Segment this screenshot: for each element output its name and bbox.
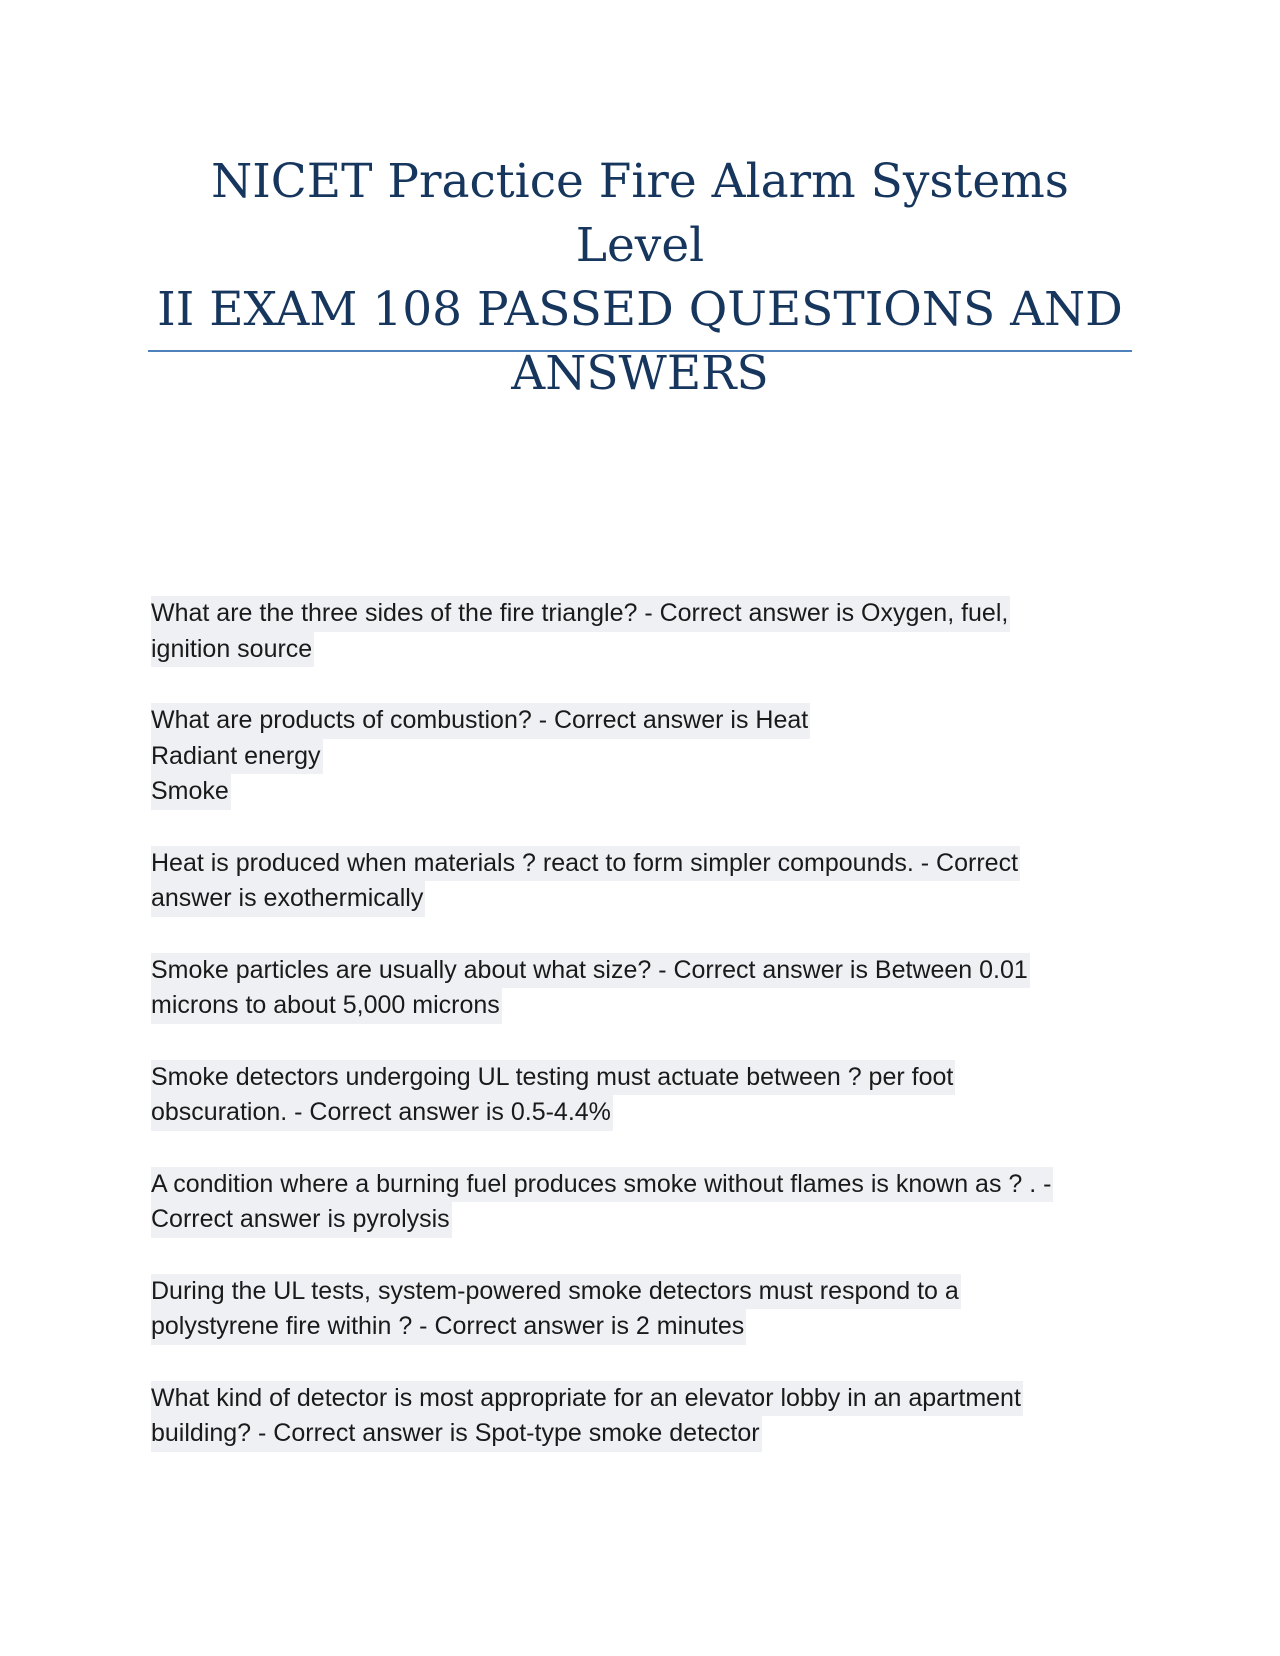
qa-item (151, 703, 1141, 810)
qa-item (151, 953, 1141, 1024)
qa-text-line: ignition source (151, 632, 314, 668)
title-line: ANSWERS (511, 346, 769, 401)
title-underline (148, 350, 1132, 352)
qa-text-line: During the UL tests, system-powered smoke detectors must respond to a (151, 1274, 961, 1310)
qa-item (151, 596, 1141, 667)
qa-text-line: Smoke detectors undergoing UL testing must actuate between ? per foot (151, 1060, 955, 1096)
document-title (148, 150, 1132, 406)
qa-text-line: answer is exothermically (151, 881, 425, 917)
qa-item (151, 1060, 1141, 1131)
qa-text-line: building? - Correct answer is Spot-type smoke detector (151, 1416, 762, 1452)
qa-text-line: Smoke particles are usually about what size? - Correct answer is Between 0.01 (151, 953, 1030, 989)
qa-text-line: obscuration. - Correct answer is 0.5-4.4% (151, 1095, 613, 1131)
qa-item (151, 846, 1141, 917)
qa-text-line: Smoke (151, 774, 231, 810)
qa-text-line: Radiant energy (151, 739, 323, 775)
qa-text-line: polystyrene fire within ? - Correct answer is 2 minutes (151, 1309, 746, 1345)
qa-text-line: What kind of detector is most appropriate for an elevator lobby in an apartment (151, 1381, 1023, 1417)
title-line: NICET Practice Fire Alarm Systems Level (211, 154, 1069, 273)
qa-item (151, 1381, 1141, 1452)
qa-text-line: What are products of combustion? - Correct answer is Heat (151, 703, 810, 739)
title-line: II EXAM 108 PASSED QUESTIONS AND (157, 282, 1123, 337)
qa-text-line: A condition where a burning fuel produces smoke without flames is known as ? . - (151, 1167, 1053, 1203)
qa-text-line: Heat is produced when materials ? react to form simpler compounds. - Correct (151, 846, 1020, 882)
qa-list (151, 596, 1141, 1488)
qa-text-line: What are the three sides of the fire triangle? - Correct answer is Oxygen, fuel, (151, 596, 1010, 632)
qa-text-line: Correct answer is pyrolysis (151, 1202, 452, 1238)
qa-item (151, 1274, 1141, 1345)
qa-item (151, 1167, 1141, 1238)
qa-text-line: microns to about 5,000 microns (151, 988, 502, 1024)
